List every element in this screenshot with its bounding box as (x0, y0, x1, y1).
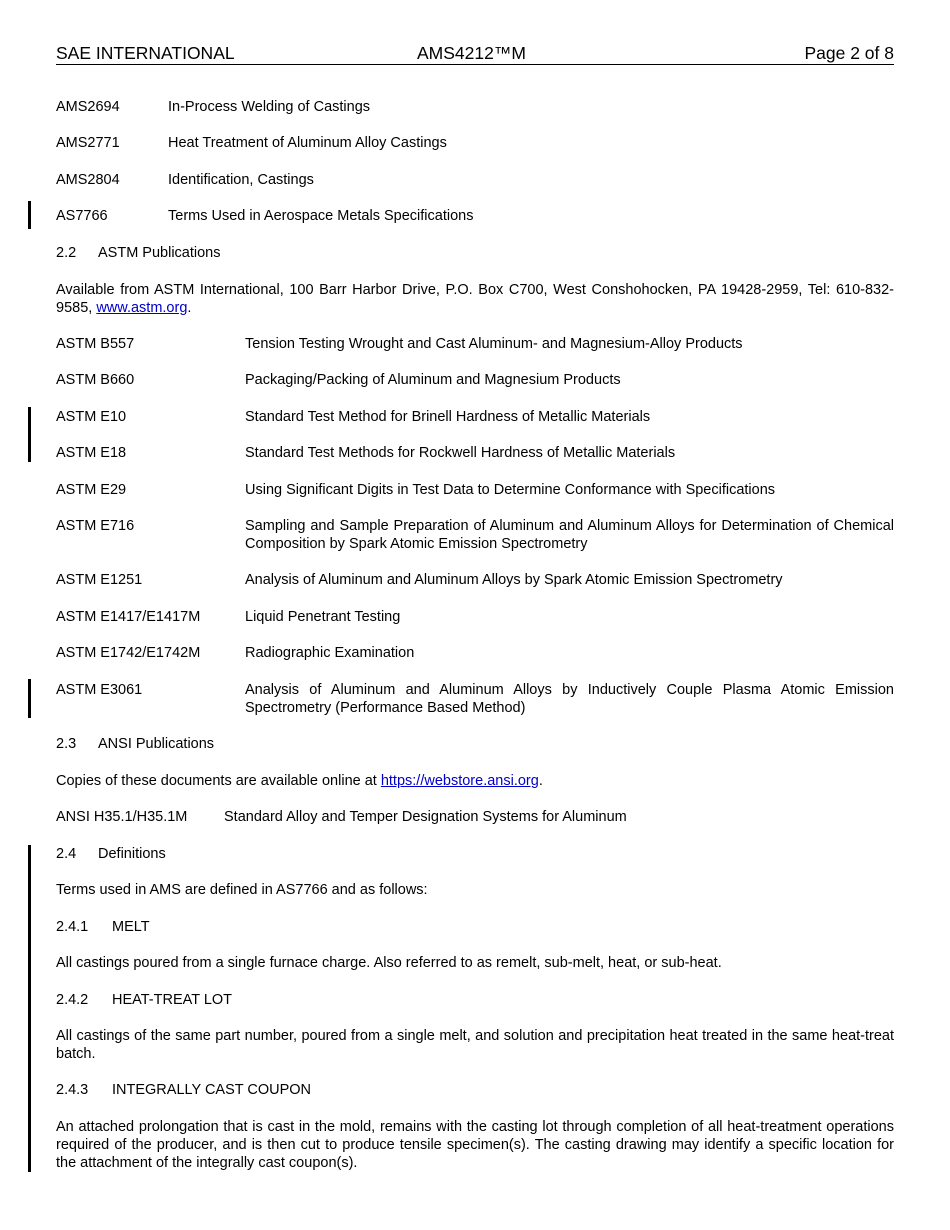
header-document-number: AMS4212™M (417, 43, 526, 63)
reference-title: Sampling and Sample Preparation of Aluminum and Aluminum Alloys for Determination of Chemical Composition by Spark Atomic Emission Spectrometry (245, 518, 894, 552)
reference-code: ANSI H35.1/H35.1M (56, 809, 188, 825)
reference-code: ASTM E716 (56, 518, 135, 534)
reference-code: AMS2694 (56, 99, 120, 115)
reference-code: AMS2804 (56, 172, 120, 188)
ansi-link[interactable]: https://webstore.ansi.org (380, 773, 539, 789)
reference-title: Using Significant Digits in Test Data to Determine Conformance with Specifications (245, 482, 776, 498)
section-number: 2.4 (56, 846, 77, 862)
reference-code: ASTM E10 (56, 409, 127, 425)
reference-title: Identification, Castings (168, 172, 314, 188)
definition-term: MELT (112, 919, 150, 935)
reference-code: ASTM E18 (56, 445, 127, 461)
section-heading-definitions (56, 845, 166, 863)
definition-text: All castings poured from a single furnace charge. Also referred to as remelt, sub-melt, heat, or sub-heat. (56, 955, 722, 971)
reference-title: Terms Used in Aerospace Metals Specifications (168, 208, 474, 224)
reference-title: Radiographic Examination (245, 645, 415, 661)
reference-code: AS7766 (56, 208, 108, 224)
page-header (56, 43, 894, 65)
definition-number: 2.4.1 (56, 919, 89, 935)
astm-availability: Available from ASTM International, 100 Barr Harbor Drive, P.O. Box C700, West Conshohocken, PA 19428-2959, Tel: 610-832-9585, www.astm.org. (56, 282, 894, 316)
reference-title: Standard Alloy and Temper Designation Systems for Aluminum (224, 809, 627, 825)
change-bar (28, 679, 31, 718)
reference-code: ASTM E3061 (56, 682, 143, 698)
reference-title: Packaging/Packing of Aluminum and Magnesium Products (245, 372, 621, 388)
definition-heading (56, 918, 150, 936)
section-title: Definitions (98, 846, 166, 862)
definition-heading (56, 1081, 312, 1099)
reference-code: ASTM E29 (56, 482, 127, 498)
section-title: ASTM Publications (98, 245, 221, 261)
definition-term: HEAT-TREAT LOT (112, 992, 233, 1008)
section-number: 2.2 (56, 245, 77, 261)
reference-code: ASTM B557 (56, 336, 135, 352)
header-organization: SAE INTERNATIONAL (56, 43, 235, 63)
change-bar (28, 407, 31, 462)
definition-number: 2.4.3 (56, 1082, 89, 1098)
section-heading-astm (56, 244, 221, 262)
ansi-availability: Copies of these documents are available online at https://webstore.ansi.org. (56, 773, 543, 789)
change-bar (28, 845, 31, 1172)
reference-title: Heat Treatment of Aluminum Alloy Castings (168, 135, 447, 151)
reference-code: ASTM E1742/E1742M (56, 645, 201, 661)
definitions-intro: Terms used in AMS are defined in AS7766 and as follows: (56, 882, 428, 898)
reference-title: In-Process Welding of Castings (168, 99, 371, 115)
reference-title: Tension Testing Wrought and Cast Aluminum- and Magnesium-Alloy Products (245, 336, 743, 352)
change-bar (28, 201, 31, 229)
reference-title: Analysis of Aluminum and Aluminum Alloys by Spark Atomic Emission Spectrometry (245, 572, 783, 588)
reference-code: AMS2771 (56, 135, 120, 151)
reference-code: ASTM E1251 (56, 572, 143, 588)
reference-code: ASTM B660 (56, 372, 135, 388)
astm-link[interactable]: www.astm.org (96, 300, 188, 316)
reference-code: ASTM E1417/E1417M (56, 609, 201, 625)
reference-title: Analysis of Aluminum and Aluminum Alloys by Inductively Couple Plasma Atomic Emission Spectrometry (Performance Based Method) (245, 682, 894, 716)
reference-title: Liquid Penetrant Testing (245, 609, 401, 625)
definition-text: All castings of the same part number, poured from a single melt, and solution and precipitation heat treated in the same heat-treat batch. (56, 1028, 894, 1062)
definition-text: An attached prolongation that is cast in the mold, remains with the casting lot through completion of all heat-treatment operations required of the producer, and is then cut to produce tensile specimen(s). The casting drawing may identify a specific location for the attachment of the integrally cast coupon(s). (56, 1119, 894, 1171)
header-page-number: Page 2 of 8 (804, 43, 894, 63)
definition-number: 2.4.2 (56, 992, 89, 1008)
definition-heading (56, 991, 233, 1009)
section-title: ANSI Publications (98, 736, 215, 752)
reference-title: Standard Test Methods for Rockwell Hardness of Metallic Materials (245, 445, 676, 461)
section-number: 2.3 (56, 736, 77, 752)
reference-title: Standard Test Method for Brinell Hardness of Metallic Materials (245, 409, 651, 425)
section-heading-ansi (56, 735, 215, 753)
definition-term: INTEGRALLY CAST COUPON (112, 1082, 312, 1098)
